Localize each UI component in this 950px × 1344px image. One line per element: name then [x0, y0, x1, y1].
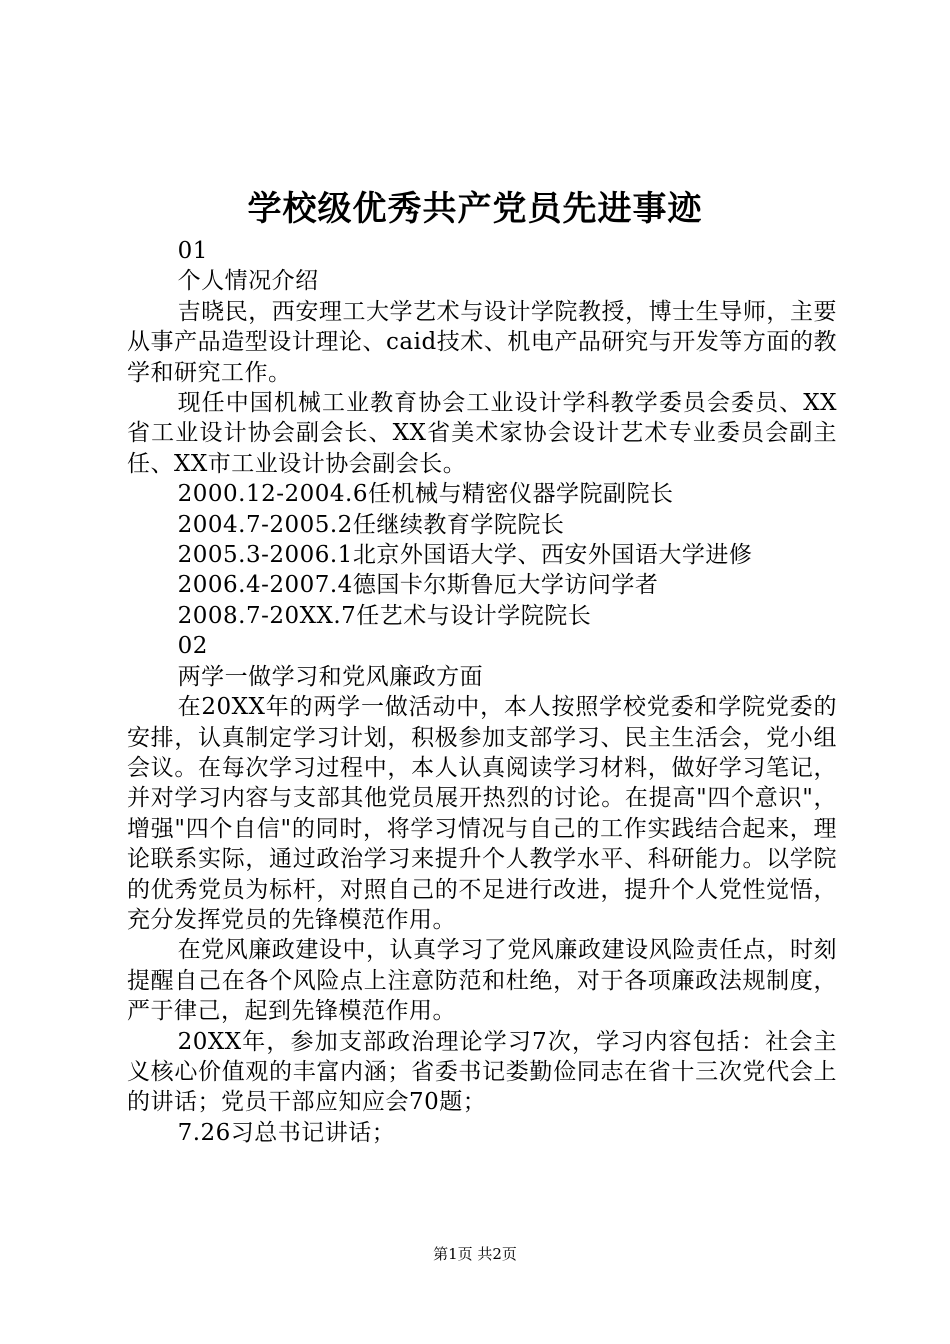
section-heading: 两学一做学习和党风廉政方面: [177, 663, 484, 690]
timeline-item: 2006.4-2007.4德国卡尔斯鲁厄大学访问学者: [177, 572, 659, 599]
page-footer: 第1页 共2页: [433, 1245, 517, 1263]
body-paragraph: 现任中国机械工业教育协会工业设计学科教学委员会委员、XX省工业设计协会副会长、XX省美术家协会设计艺术专业委员会副主任、XX市工业设计协会副会长。: [127, 390, 837, 477]
body-paragraph: 在20XX年的两学一做活动中，本人按照学校党委和学院党委的安排，认真制定学习计划，积极参加支部学习、民主生活会，党小组会议。在每次学习过程中，本人认真阅读学习材料，做好学习笔记，并对学习内容与支部其他党员展开热烈的讨论。在提高"四个意识"，增强"四个自信"的同时，将学习情况与自己的工作实践结合起来，理论联系实际，通过政治学习来提升个人教学水平、科研能力。以学院的优秀党员为标杆，对照自己的不足进行改进，提升个人党性觉悟，充分发挥党员的先锋模范作用。: [127, 694, 837, 933]
section-heading: 个人情况介绍: [177, 268, 319, 295]
timeline-item: 2004.7-2005.2任继续教育学院院长: [177, 511, 565, 538]
section-number: 01: [177, 238, 208, 264]
timeline-item: 2005.3-2006.1北京外国语大学、西安外国语大学进修: [177, 542, 753, 569]
body-paragraph: 在党风廉政建设中，认真学习了党风廉政建设风险责任点，时刻提醒自己在各个风险点上注意防范和杜绝，对于各项廉政法规制度，严于律己，起到先锋模范作用。: [127, 937, 837, 1025]
document-body: [127, 236, 837, 1148]
section-number: 02: [177, 633, 208, 660]
body-paragraph: 吉晓民，西安理工大学艺术与设计学院教授，博士生导师，主要从事产品造型设计理论、caid技术、机电产品研究与开发等方面的教学和研究工作。: [127, 298, 837, 386]
timeline-item: 2000.12-2004.6任机械与精密仪器学院副院长: [177, 481, 674, 508]
body-paragraph: 20XX年，参加支部政治理论学习7次，学习内容包括：社会主义核心价值观的丰富内涵；省委书记娄勤俭同志在省十三次党代会上的讲话；党员干部应知应会70题；: [127, 1028, 837, 1116]
body-paragraph: 7.26习总书记讲话；: [177, 1119, 396, 1146]
timeline-item: 2008.7-20XX.7任艺术与设计学院院长: [177, 602, 592, 629]
document-title: 学校级优秀共产党员先进事迹: [247, 189, 703, 229]
